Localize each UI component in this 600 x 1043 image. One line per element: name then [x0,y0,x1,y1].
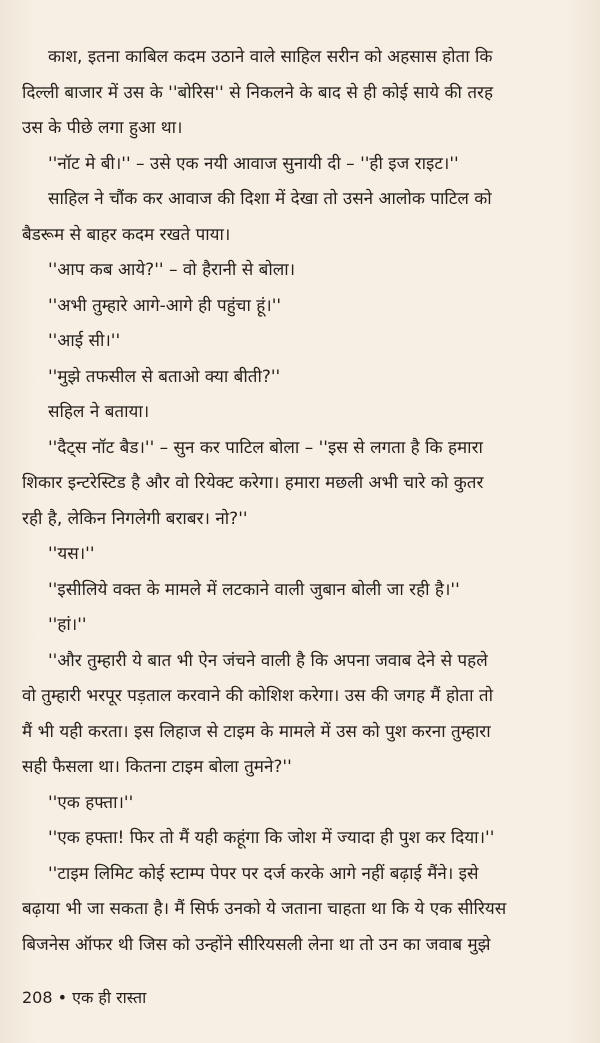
text-line: मैं भी यही करता। इस लिहाज से टाइम के मामले में उस को पुश करना तुम्हारा [22,721,491,742]
book-title: एक ही रास्ता [72,988,147,1007]
text-line: बिजनेस ऑफर थी जिस को उन्होंने सीरियसली लेना था तो उन का जवाब मुझे [22,934,491,955]
page-number: 208 [22,988,53,1007]
text-line: बढ़ाया भी जा सकता है। मैं सिर्फ उनको ये जताना चाहता था कि ये एक सीरियस [22,899,507,919]
text-line: साहिल ने चौंक कर आवाज की दिशा में देखा तो उसने आलोक पाटिल को [48,189,492,209]
text-line: दिल्ली बाजार में उस के ''बोरिस'' से निकलने के बाद से ही कोई साये की तरह [22,82,493,103]
text-line: ''यस।'' [48,544,95,564]
text-line: ''दैट्स नॉट बैड।'' – सुन कर पाटिल बोला – ''इस से लगता है कि हमारा [48,437,483,458]
text-line: ''और तुम्हारी ये बात भी ऐन जंचने वाली है कि अपना जवाब देने से पहले [48,650,488,671]
text-line: ''एक हफ्ता! फिर तो मैं यही कहूंगा कि जोश में ज्यादा ही पुश कर दिया।'' [48,828,495,848]
text-line: शिकार इन्टरेस्टिड है और वो रियेक्ट करेगा। हमारा मछली अभी चारे को कुतर [22,473,484,493]
text-line: रही है, लेकिन निगलेगी बराबर। नो?'' [22,508,248,529]
text-line: ''नॉट मे बी।'' – उसे एक नयी आवाज सुनायी दी – ''ही इज राइट।'' [48,153,459,174]
page-footer [22,986,146,1008]
text-line: वो तुम्हारी भरपूर पड़ताल करवाने की कोशिश करेगा। उस की जगह मैं होता तो [22,686,494,706]
text-line: ''टाइम लिमिट कोई स्टाम्प पेपर पर दर्ज करके आगे नहीं बढ़ाई मैंने। इसे [48,863,479,884]
footer-separator: • [57,988,68,1007]
text-line: ''आई सी।'' [48,331,121,351]
text-line: ''आप कब आये?'' – वो हैरानी से बोला। [48,260,296,280]
text-line: ''एक हफ्ता।'' [48,792,134,813]
text-line: ''अभी तुम्हारे आगे-आगे ही पहुंचा हूं।'' [48,295,282,316]
text-line: ''हां।'' [48,615,87,635]
text-line: ''मुझे तफसील से बताओ क्या बीती?'' [48,366,281,387]
body-text [22,40,582,963]
text-line: काश, इतना काबिल कदम उठाने वाले साहिल सरीन को अहसास होता कि [48,47,493,67]
text-line: सहिल ने बताया। [48,402,150,422]
text-line: ''इसीलिये वक्त के मामले में लटकाने वाली जुबान बोली जा रही है।'' [48,579,460,600]
text-line: बैडरूम से बाहर कदम रखते पाया। [22,224,231,245]
text-line: उस के पीछे लगा हुआ था। [22,118,183,138]
text-line: सही फैसला था। कितना टाइम बोला तुमने?'' [22,757,292,777]
